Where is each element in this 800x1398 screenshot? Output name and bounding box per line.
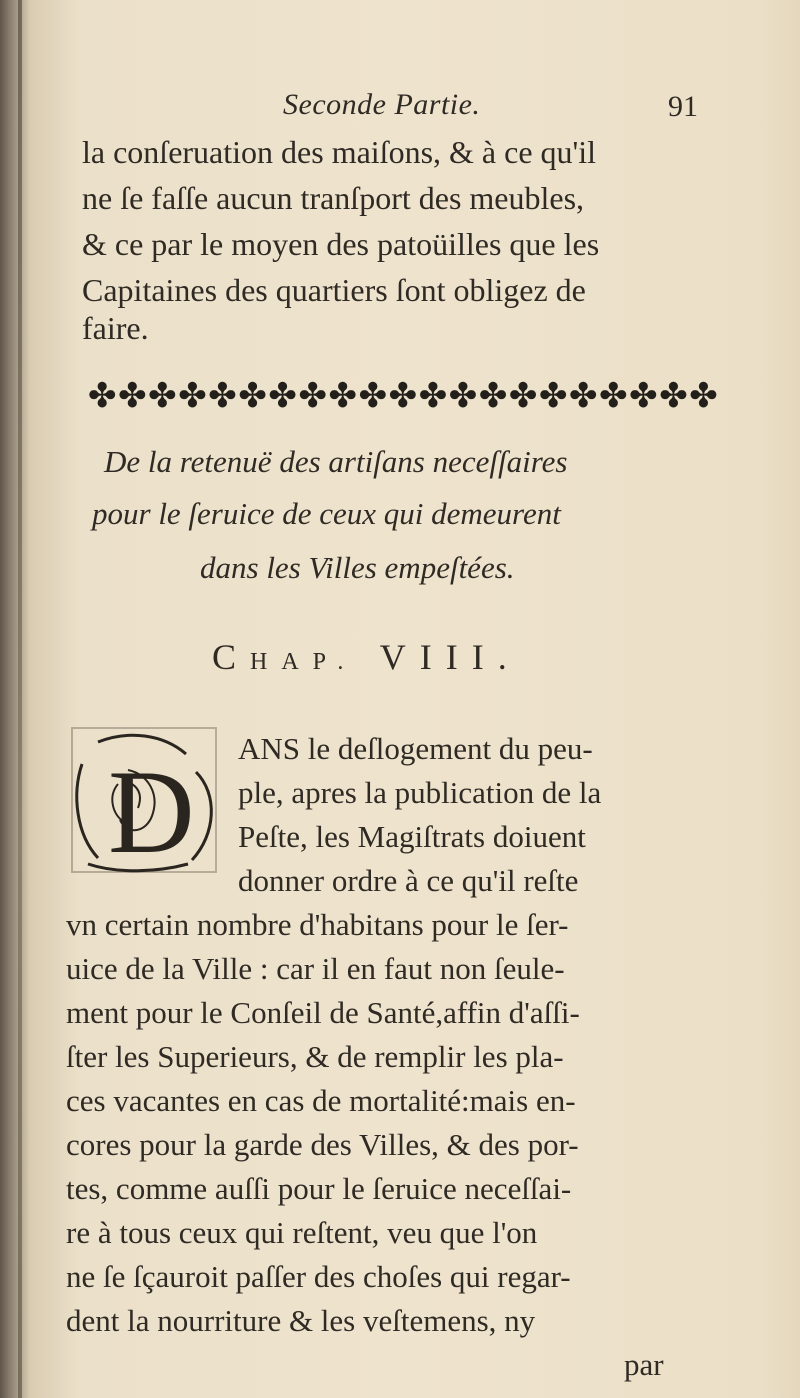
fleuron-icon: ✤: [508, 376, 538, 416]
text-line: & ce par le moyen des patoüilles que les: [82, 226, 600, 262]
text-line: re à tous ceux qui reſtent, veu que l'on: [66, 1215, 538, 1250]
fleuron-icon: ✤: [478, 376, 508, 416]
text-line: ANS le deſlogement du peu-: [238, 731, 593, 766]
chapter-number: VIII.: [379, 637, 521, 677]
catchword: par: [624, 1347, 664, 1382]
decorated-initial-d: [68, 724, 220, 876]
fleuron-icon: ✤: [88, 376, 117, 416]
text-line: ſter les Superieurs, & de remplir les pla-: [66, 1039, 564, 1074]
text-line: ple, apres la publication de la: [238, 775, 602, 810]
text-line: ne ſe faſſe aucun tranſport des meubles,: [82, 180, 585, 216]
chapter-heading-line: pour le ſeruice de ceux qui demeurent: [92, 496, 561, 531]
chapter-heading-line: dans les Villes empeſtées.: [200, 550, 515, 585]
fleuron-icon: ✤: [689, 376, 718, 416]
fleuron-icon: ✤: [599, 376, 628, 416]
text-line: ment pour le Conſeil de Santé,affin d'aſſi-: [66, 995, 580, 1030]
fleuron-icon: ✤: [629, 376, 658, 416]
fleuron-icon: ✤: [659, 376, 688, 416]
fleuron-icon: ✤: [418, 376, 448, 416]
fleuron-icon: ✤: [569, 376, 598, 416]
text-line: la conſeruation des maiſons, & à ce qu'il: [82, 134, 597, 170]
fleuron-icon: ✤: [118, 376, 147, 416]
text-line: donner ordre à ce qu'il reſte: [238, 863, 579, 898]
text-line: Peſte, les Magiſtrats doiuent: [238, 819, 586, 854]
fleuron-icon: ✤: [358, 376, 388, 416]
text-line: uice de la Ville : car il en faut non ſeule-: [66, 951, 565, 986]
fleuron-icon: ✤: [328, 376, 357, 416]
text-line: tes, comme auſſi pour le ſeruice neceſſai-: [66, 1171, 572, 1206]
text-line: faire.: [82, 310, 149, 346]
dropcap-letter: D: [108, 745, 195, 876]
fleuron-icon: ✤: [268, 376, 297, 416]
running-head: [0, 88, 800, 128]
binding-gutter: [18, 0, 22, 1398]
text-line: ces vacantes en cas de mortalité:mais en-: [66, 1083, 576, 1118]
fleuron-icon: ✤: [238, 376, 267, 416]
fleuron-icon: ✤: [448, 376, 478, 416]
fleuron-icon: ✤: [148, 376, 177, 416]
chapter-label-cap: C: [212, 637, 251, 677]
fleuron-icon: ✤: [388, 376, 418, 416]
text-line: dent la nourriture & les veſtemens, ny: [66, 1303, 536, 1338]
text-line: cores pour la garde des Villes, & des por-: [66, 1127, 579, 1162]
fleuron-icon: ✤: [208, 376, 237, 416]
fleuron-ornament-band: [88, 372, 718, 420]
fleuron-icon: ✤: [538, 376, 568, 416]
chapter-label-rest: HAP.: [250, 649, 358, 675]
fleuron-icon: ✤: [298, 376, 327, 416]
text-line: Capitaines des quartiers ſont obligez de: [82, 272, 586, 308]
chapter-label: [212, 636, 521, 678]
running-head-title: Seconde Partie.: [283, 88, 481, 121]
text-line: ne ſe ſçauroit paſſer des choſes qui regar-: [66, 1259, 571, 1294]
page-number: 91: [668, 90, 698, 123]
text-line: vn certain nombre d'habitans pour le ſer-: [66, 907, 569, 942]
fleuron-icon: ✤: [178, 376, 207, 416]
chapter-heading-line: De la retenuë des artiſans neceſſaires: [104, 444, 568, 479]
